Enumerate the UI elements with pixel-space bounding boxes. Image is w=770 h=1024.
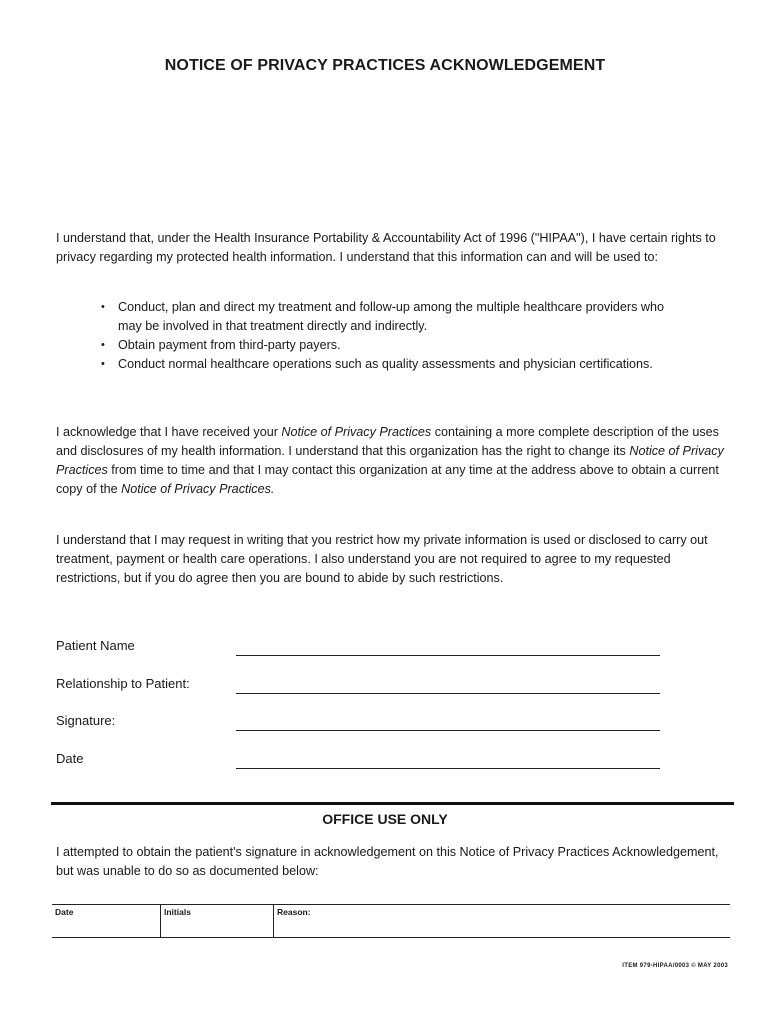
- form-item-code: ITEM 979-HIPAA/0003 © MAY 2003: [622, 963, 728, 969]
- bullet-icon: •: [101, 301, 105, 313]
- list-item: [98, 355, 688, 374]
- ack-notice-title-3: Notice of Privacy Practices.: [121, 482, 275, 496]
- patient-name-line[interactable]: [236, 655, 660, 656]
- signature-row: [56, 713, 660, 735]
- office-use-heading: OFFICE USE ONLY: [322, 811, 448, 827]
- ack-text-3: from time to time and that I may contact this organization at any time at the address above to obtain a current copy of the: [56, 463, 719, 496]
- list-item: [98, 336, 688, 355]
- bullet-icon: •: [101, 358, 105, 370]
- date-label: Date: [56, 751, 84, 766]
- ack-text-2: containing a more complete description of the uses and disclosures of my health information. I understand that this organization has the right to change its: [56, 425, 719, 458]
- restrictions-paragraph: I understand that I may request in writing that you restrict how my private information is used or disclosed to carry out treatment, payment or health care operations. I also understand you are not required to agree to my requested restrictions, but if you do agree then you are bound to abide by such restrictions.: [56, 533, 708, 585]
- ack-text-1: I acknowledge that I have received your: [56, 425, 282, 439]
- bullet-icon: •: [101, 339, 105, 351]
- list-item: [98, 298, 688, 336]
- office-use-statement: I attempted to obtain the patient's signature in acknowledgement on this Notice of Privacy Practices Acknowledgement, but was unable to do so as documented below:: [56, 845, 719, 878]
- date-line[interactable]: [236, 768, 660, 769]
- relationship-label: Relationship to Patient:: [56, 676, 190, 691]
- attempt-log-table: [52, 904, 730, 938]
- ack-notice-title-1: Notice of Privacy Practices: [281, 425, 432, 439]
- list-item-text: Obtain payment from third-party payers.: [118, 338, 341, 352]
- relationship-row: [56, 676, 660, 698]
- signature-label: Signature:: [56, 713, 116, 728]
- relationship-line[interactable]: [236, 693, 660, 694]
- rights-paragraph: I understand that, under the Health Insurance Portability & Accountability Act of 1996 ("HIPAA"), I have certain rights to privacy regarding my protected health information. I understand that this information can and will be used to:: [56, 231, 716, 264]
- form-title: NOTICE OF PRIVACY PRACTICES ACKNOWLEDGEMENT: [164, 57, 606, 74]
- patient-name-label: Patient Name: [56, 638, 135, 653]
- patient-name-row: [56, 638, 660, 660]
- uses-list: [98, 298, 688, 374]
- section-divider: [51, 802, 734, 805]
- list-item-text: Conduct, plan and direct my treatment and follow-up among the multiple healthcare providers who may be involved in that treatment directly and indirectly.: [118, 300, 665, 333]
- signature-line[interactable]: [236, 730, 660, 731]
- log-reason-cell[interactable]: Reason:: [273, 905, 730, 937]
- date-row: [56, 751, 660, 773]
- acknowledgement-paragraph: [56, 423, 724, 499]
- ack-notice-title-2: Notice of Privacy Practices: [56, 444, 724, 477]
- log-initials-cell[interactable]: Initials: [160, 905, 273, 937]
- log-date-cell[interactable]: Date: [55, 907, 74, 917]
- list-item-text: Conduct normal healthcare operations such as quality assessments and physician certifications.: [118, 357, 653, 371]
